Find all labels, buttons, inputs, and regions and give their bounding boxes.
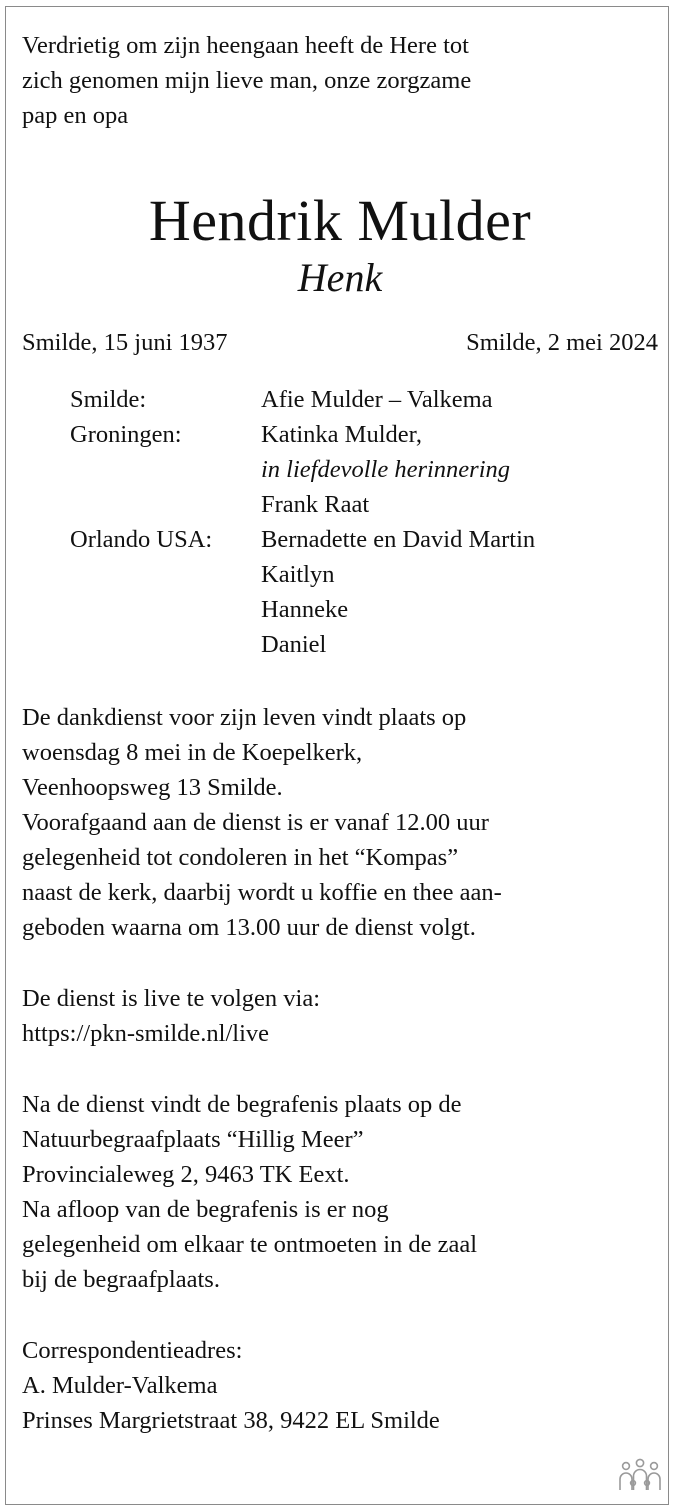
intro-text bbox=[22, 28, 658, 133]
service-line: woensdag 8 mei in de Koepelkerk, bbox=[22, 739, 363, 766]
burial-line: Provincialeweg 2, 9463 TK Eext. bbox=[22, 1161, 350, 1188]
intro-line: Verdrietig om zijn heengaan heeft de Here tot bbox=[22, 32, 469, 59]
family-place: Groningen: bbox=[70, 421, 182, 448]
correspondence-line: Prinses Margrietstraat 38, 9422 EL Smilde bbox=[22, 1407, 440, 1434]
deceased-name: Hendrik Mulder bbox=[148, 188, 532, 253]
service-line: Veenhoopsweg 13 Smilde. bbox=[22, 774, 283, 801]
family-member: Hanneke bbox=[261, 596, 349, 623]
family-member: Frank Raat bbox=[261, 491, 370, 518]
family-member: Afie Mulder – Valkema bbox=[261, 386, 493, 413]
livestream-info bbox=[22, 981, 658, 1051]
life-dates bbox=[22, 325, 658, 360]
burial-line: bij de begraafplaats. bbox=[22, 1266, 220, 1293]
service-info bbox=[22, 700, 658, 945]
family-place: Smilde: bbox=[70, 386, 147, 413]
correspondence-line: A. Mulder-Valkema bbox=[22, 1372, 218, 1399]
burial-line: Na de dienst vindt de begrafenis plaats op de bbox=[22, 1091, 462, 1118]
family-names bbox=[261, 417, 658, 522]
people-group-icon bbox=[617, 1457, 663, 1493]
service-line: De dankdienst voor zijn leven vindt plaats op bbox=[22, 704, 467, 731]
family-row bbox=[70, 417, 658, 522]
family-list bbox=[70, 382, 658, 662]
family-names bbox=[261, 522, 658, 662]
family-row bbox=[70, 522, 658, 662]
livestream-line: De dienst is live te volgen via: bbox=[22, 985, 321, 1012]
correspondence-address bbox=[22, 1333, 658, 1438]
family-member: Daniel bbox=[261, 631, 327, 658]
deceased-nickname: Henk bbox=[297, 255, 383, 300]
intro-line: pap en opa bbox=[22, 102, 129, 129]
service-line: Voorafgaand aan de dienst is er vanaf 12.00 uur bbox=[22, 809, 489, 836]
family-member: Kaitlyn bbox=[261, 561, 335, 588]
obituary-notice bbox=[22, 28, 658, 1438]
family-place: Orlando USA: bbox=[70, 526, 213, 553]
burial-line: gelegenheid om elkaar te ontmoeten in de zaal bbox=[22, 1231, 478, 1258]
service-line: naast de kerk, daarbij wordt u koffie en thee aan- bbox=[22, 879, 502, 906]
burial-info bbox=[22, 1087, 658, 1297]
livestream-url: https://pkn-smilde.nl/live bbox=[22, 1020, 270, 1047]
service-line: geboden waarna om 13.00 uur de dienst volgt. bbox=[22, 914, 476, 941]
burial-line: Na afloop van de begrafenis is er nog bbox=[22, 1196, 389, 1223]
birth-date: Smilde, 15 juni 1937 bbox=[22, 329, 228, 356]
service-line: gelegenheid tot condoleren in het “Kompas” bbox=[22, 844, 459, 871]
burial-line: Natuurbegraafplaats “Hillig Meer” bbox=[22, 1126, 364, 1153]
family-memorial-note: in liefdevolle herinnering bbox=[261, 456, 511, 483]
correspondence-line: Correspondentieadres: bbox=[22, 1337, 243, 1364]
death-date: Smilde, 2 mei 2024 bbox=[466, 329, 658, 356]
family-row bbox=[70, 382, 658, 417]
family-member: Bernadette en David Martin bbox=[261, 526, 536, 553]
family-names bbox=[261, 382, 658, 417]
intro-line: zich genomen mijn lieve man, onze zorgzame bbox=[22, 67, 472, 94]
family-member: Katinka Mulder, bbox=[261, 421, 422, 448]
